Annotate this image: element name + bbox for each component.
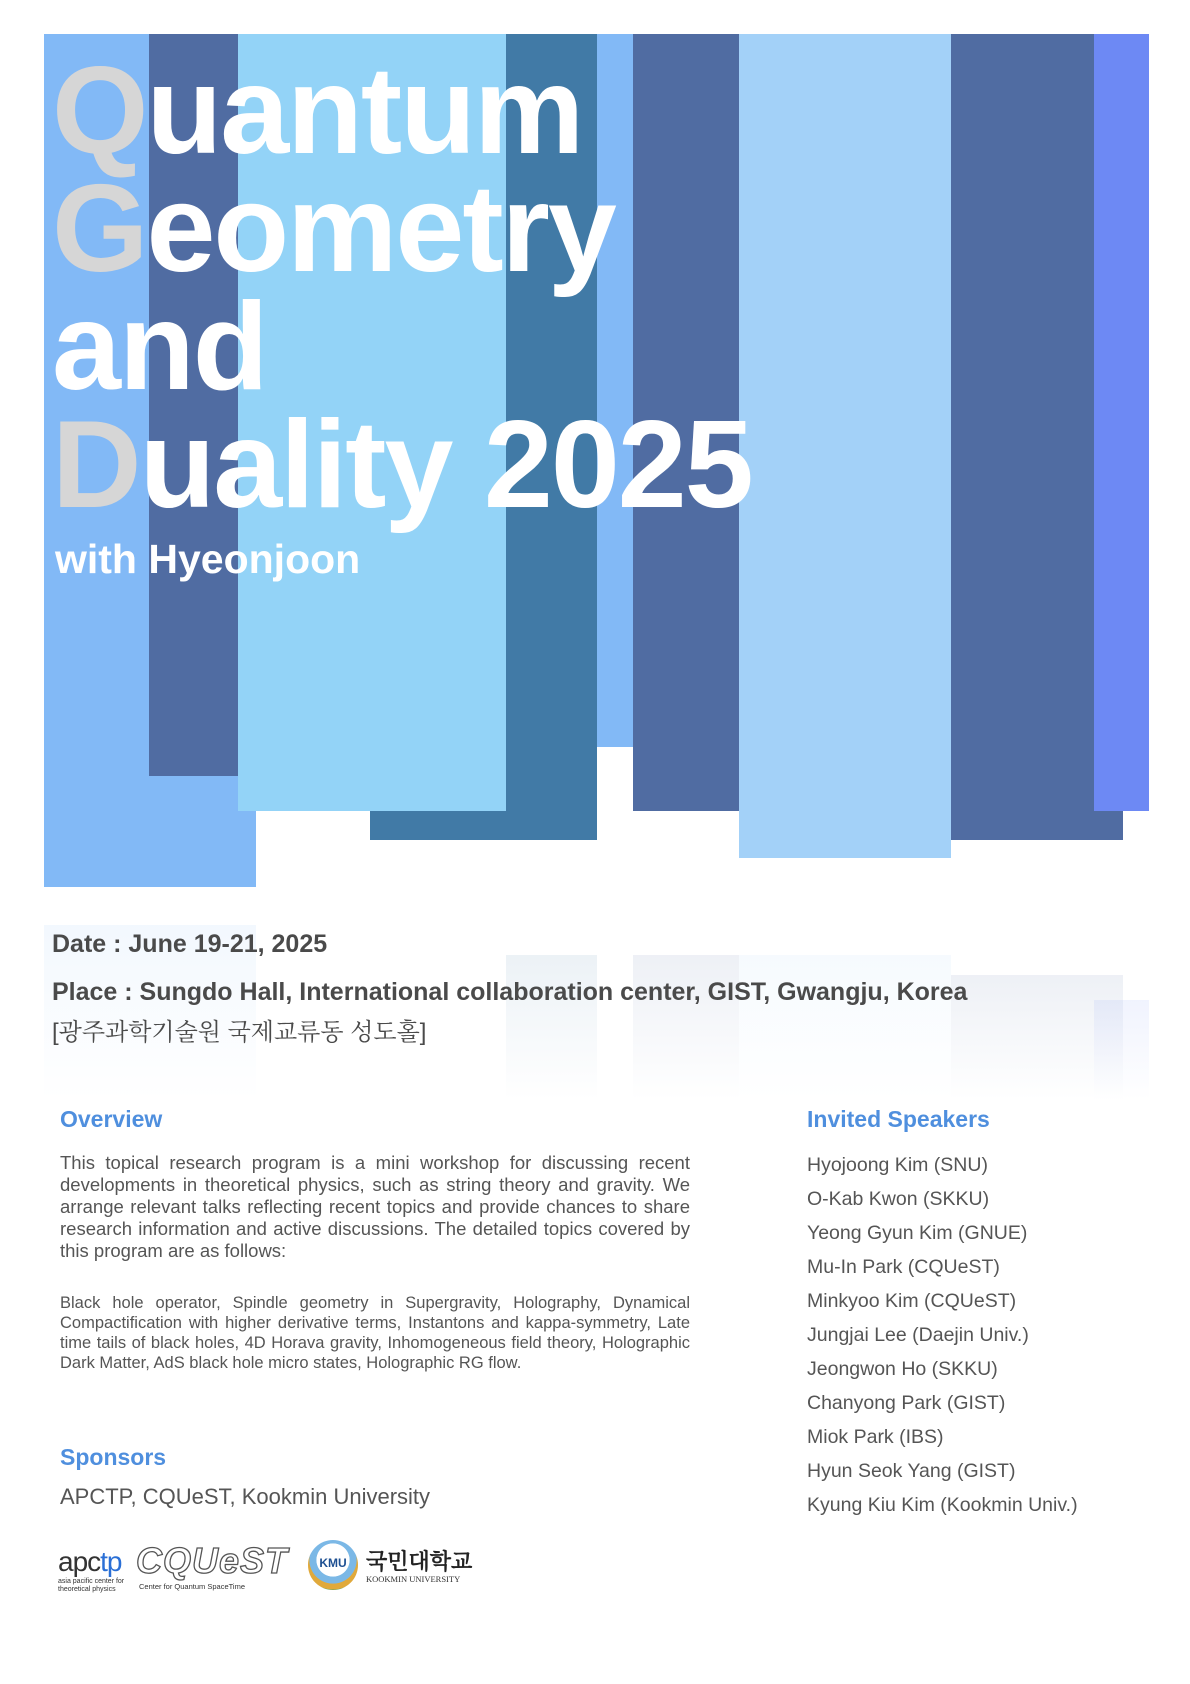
- speaker-item: Chanyong Park (GIST): [807, 1392, 1006, 1414]
- bar-9: [1094, 34, 1149, 811]
- speaker-item: Hyun Seok Yang (GIST): [807, 1460, 1016, 1482]
- cquest-logo: CQUeST Center for Quantum SpaceTime: [136, 1540, 289, 1591]
- apctp-logo: apctp asia pacific center for theoretical physics: [58, 1546, 125, 1593]
- speaker-item: Yeong Gyun Kim (GNUE): [807, 1222, 1028, 1244]
- speakers-heading: Invited Speakers: [807, 1106, 990, 1132]
- event-date: Date : June 19-21, 2025: [52, 930, 328, 958]
- overview-paragraph: This topical research program is a mini workshop for discussing recent developments in theoretical physics, such as string theory and gravity. We arrange relevant talks reflecting recent topics and provide chances to share research information and active discussions. The detailed topics covered by this program are as follows:: [60, 1152, 690, 1261]
- poster-subtitle: with Hyeonjoon: [55, 536, 361, 582]
- event-place-korean: [광주과학기술원 국제교류동 성도홀]: [52, 1019, 427, 1046]
- kmu-emblem-icon: KMU: [308, 1540, 358, 1590]
- speaker-item: Mu-In Park (CQUeST): [807, 1256, 1000, 1278]
- reflection-4: [739, 955, 951, 1100]
- title-line-2: Geometry: [52, 160, 615, 298]
- speaker-item: Hyojoong Kim (SNU): [807, 1154, 988, 1176]
- title-line-4: Duality 2025: [52, 396, 752, 534]
- speakers-list: [807, 1148, 1078, 1522]
- speaker-item: Kyung Kiu Kim (Kookmin Univ.): [807, 1494, 1078, 1516]
- sponsors-heading: Sponsors: [60, 1444, 167, 1470]
- bar-7: [739, 34, 951, 858]
- event-place: Place : Sungdo Hall, International collaboration center, GIST, Gwangju, Korea: [52, 978, 968, 1006]
- sponsors-text: APCTP, CQUeST, Kookmin University: [60, 1484, 431, 1509]
- speaker-item: Miok Park (IBS): [807, 1426, 944, 1448]
- reflection-6: [1094, 1000, 1149, 1100]
- reflection-2: [506, 955, 597, 1100]
- sponsor-logos: apctp asia pacific center for theoretical physics CQUeST Center for Quantum SpaceTime KMU 국민대학교 KOOKMIN UNIVERSITY: [58, 1540, 473, 1593]
- speaker-item: Jeongwon Ho (SKKU): [807, 1358, 998, 1380]
- speaker-item: Jungjai Lee (Daejin Univ.): [807, 1324, 1029, 1346]
- title-line-1: Quantum: [52, 42, 583, 180]
- reflection-3: [633, 955, 739, 1100]
- poster-title: [52, 42, 752, 534]
- speaker-item: O-Kab Kwon (SKKU): [807, 1188, 990, 1210]
- title-line-3: and: [52, 278, 267, 416]
- speaker-item: Minkyoo Kim (CQUeST): [807, 1290, 1017, 1312]
- overview-topics: Black hole operator, Spindle geometry in Supergravity, Holography, Dynamical Compactification with higher derivative terms, Instantons and kappa-symmetry, Late time tails of black holes, 4D Horava gravity, Inhomogeneous field theory, Holographic Dark Matter, AdS black hole micro states, Holographic RG flow.: [60, 1294, 690, 1372]
- overview-heading: Overview: [60, 1106, 163, 1132]
